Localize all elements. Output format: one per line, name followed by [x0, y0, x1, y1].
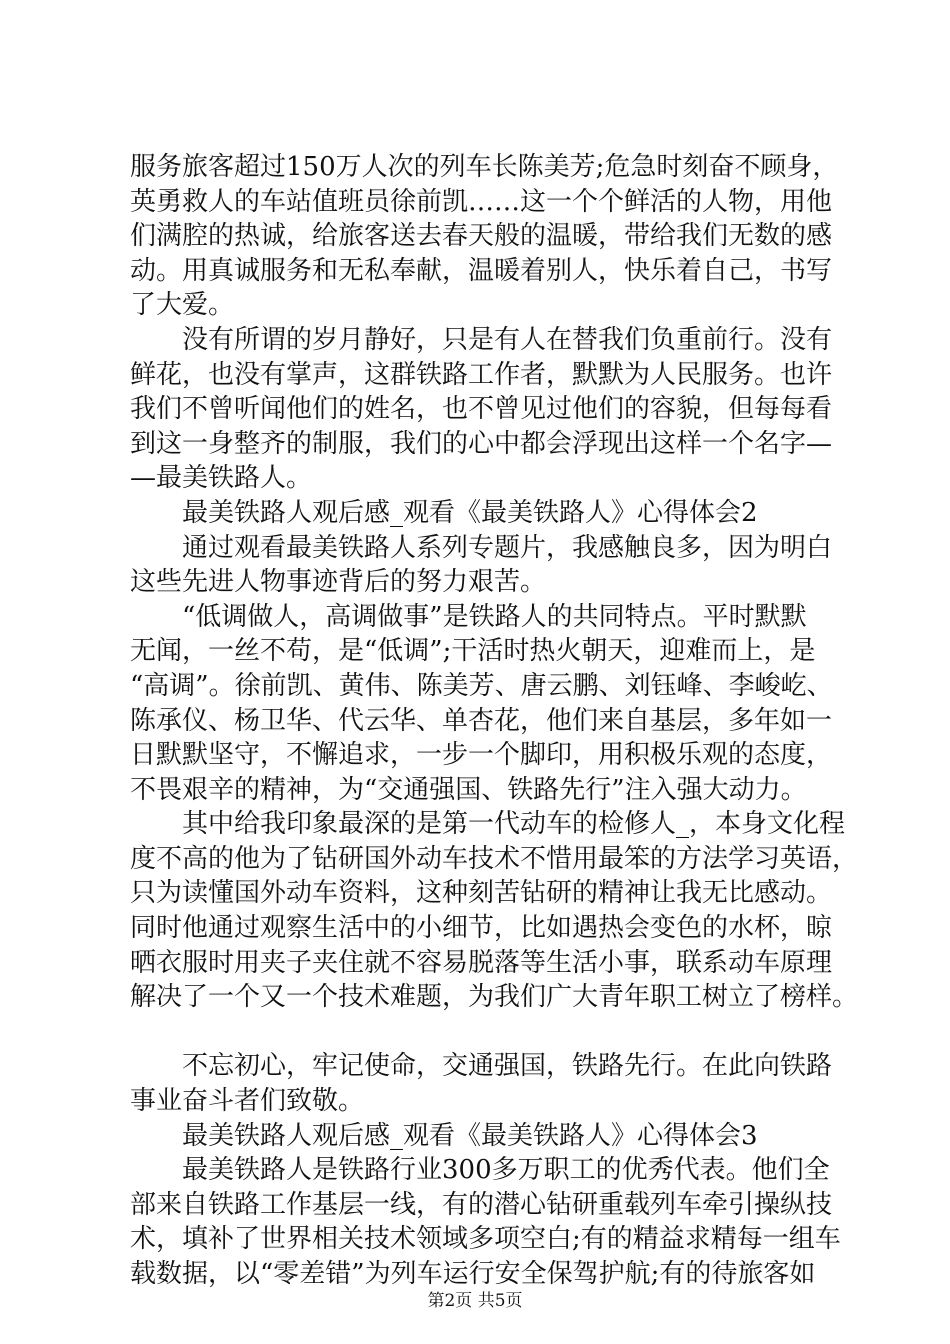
paragraph-start: 最美铁路人是铁路行业300多万职工的优秀代表。他们全 [182, 1155, 830, 1186]
text-line: 术，填补了世界相关技术领域多项空白;有的精益求精每一组车 [130, 1224, 841, 1255]
text-line: —最美铁路人。 [130, 463, 313, 494]
text-line: 日默默坚守，不懈追求，一步一个脚印，用积极乐观的态度， [130, 740, 833, 771]
text-line: 不畏艰辛的精神，为“交通强国、铁路先行”注入强大动力。 [130, 774, 807, 805]
text-line: 服务旅客超过150万人次的列车长陈美芳;危急时刻奋不顾身， [130, 152, 839, 182]
text-line: 动。用真诚服务和无私奉献，温暖着别人，快乐着自己，书写 [130, 255, 833, 286]
text-line: “高调”。徐前凯、黄伟、陈美芳、唐云鹏、刘钰峰、李峻屹、 [130, 670, 833, 701]
paragraph-start: 其中给我印象最深的是第一代动车的检修人_，本身文化程 [182, 809, 846, 840]
text-line: 了大爱。 [130, 290, 235, 321]
text-line: 无闻，一丝不苟，是“低调”;干活时热火朝天，迎难而上，是 [130, 636, 816, 667]
text-line: 英勇救人的车站值班员徐前凯……这一个个鲜活的人物，用他 [130, 186, 833, 217]
text-line: 们满腔的热诚，给旅客送去春天般的温暖，带给我们无数的感 [130, 221, 833, 252]
text-line: 到这一身整齐的制服，我们的心中都会浮现出这样一个名字— [130, 428, 833, 459]
text-line: 事业奋斗者们致敬。 [130, 1086, 365, 1117]
paragraph-start: “低调做人，高调做事”是铁路人的共同特点。平时默默 [182, 601, 807, 632]
text-line: 度不高的他为了钻研国外动车技术不惜用最笨的方法学习英语， [130, 843, 859, 874]
text-line: 只为读懂国外动车资料，这种刻苦钻研的精神让我无比感动。 [130, 878, 833, 909]
text-line: 这些先进人物事迹背后的努力艰苦。 [130, 567, 547, 598]
section-heading-3: 最美铁路人观后感_观看《最美铁路人》心得体会3 [182, 1120, 758, 1151]
text-line: 鲜花，也没有掌声，这群铁路工作者，默默为人民服务。也许 [130, 359, 833, 390]
blank-line [130, 1015, 836, 1050]
text-line: 解决了一个又一个技术难题，为我们广大青年职工树立了榜样。 [130, 982, 859, 1013]
text-line: 我们不曾听闻他们的姓名，也不曾见过他们的容貌，但每每看 [130, 394, 833, 425]
text-line: 同时他通过观察生活中的小细节，比如遇热会变色的水杯，晾 [130, 913, 833, 944]
text-line: 部来自铁路工作基层一线，有的潜心钻研重载列车牵引操纵技 [130, 1189, 833, 1220]
document-body [130, 150, 859, 1292]
text-line: 晒衣服时用夹子夹住就不容易脱落等生活小事，联系动车原理 [130, 947, 833, 978]
paragraph-start: 通过观看最美铁路人系列专题片，我感触良多，因为明白 [182, 532, 833, 563]
page-number-footer: 第2页 共5页 [427, 1291, 523, 1311]
text-line: 载数据，以“零差错”为列车运行安全保驾护航;有的待旅客如 [130, 1259, 816, 1289]
section-heading-2: 最美铁路人观后感_观看《最美铁路人》心得体会2 [182, 497, 758, 528]
paragraph-start: 没有所谓的岁月静好，只是有人在替我们负重前行。没有 [182, 324, 833, 355]
text-line: 陈承仪、杨卫华、代云华、单杏花，他们来自基层，多年如一 [130, 705, 833, 736]
paragraph-start: 不忘初心，牢记使命，交通强国，铁路先行。在此向铁路 [182, 1051, 833, 1082]
